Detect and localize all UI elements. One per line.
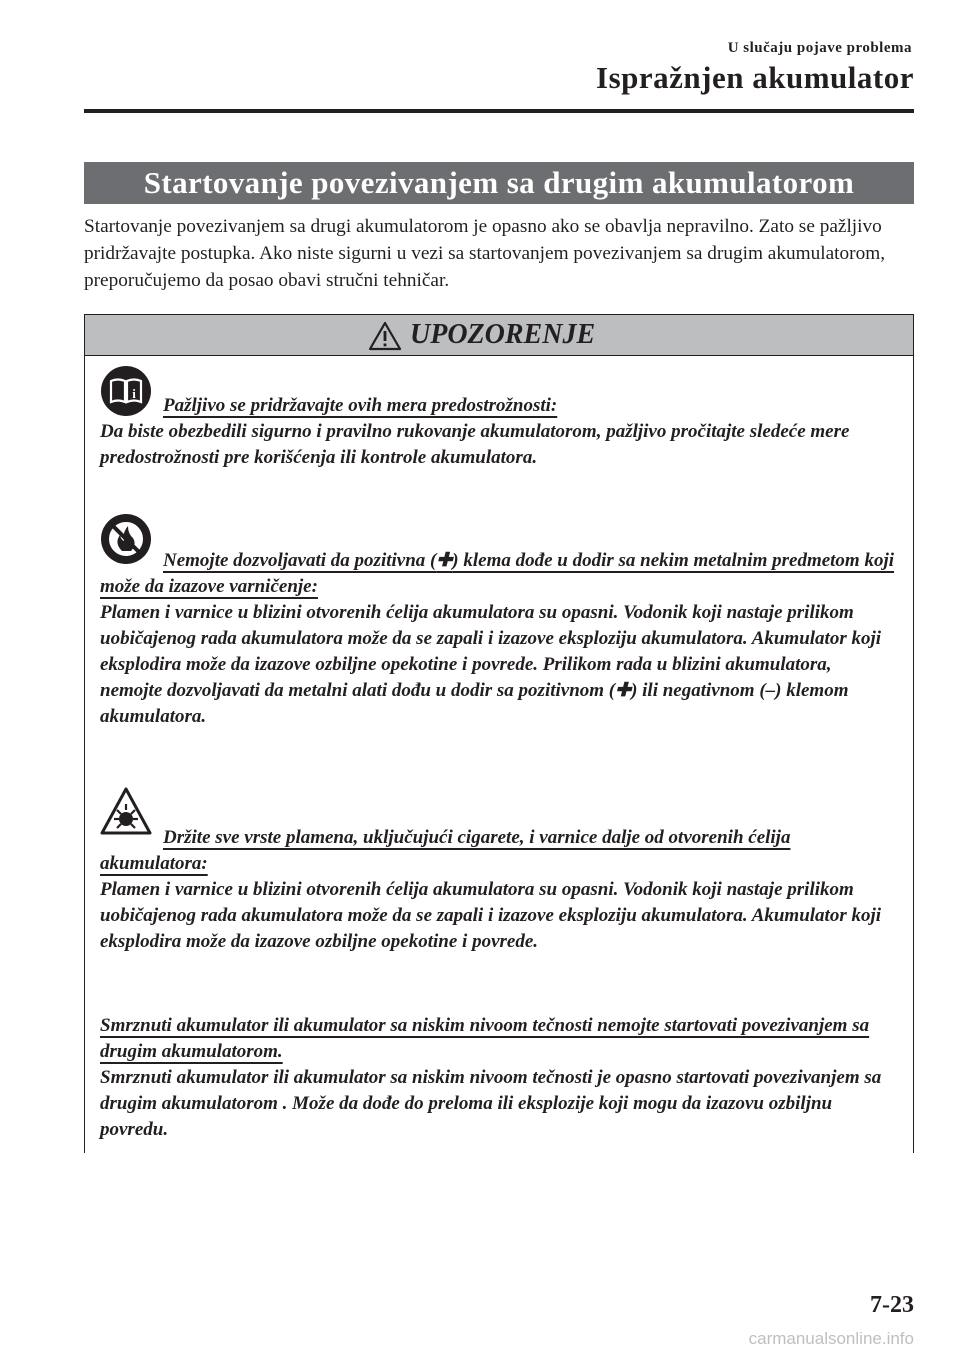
warning-header [85,315,913,356]
minus-sign-icon: – [765,680,776,701]
item-4-text: Smrznuti akumulator ili akumulator sa niskim nivoom tečnosti je opasno startovati povezivanjem sa drugim akumulatorom . Može da dođe do preloma ili eksplozije koji mogu da izazovu ozbiljnu povredu. [100,1067,882,1140]
plus-sign-icon: ✚ [615,680,632,701]
warning-box [84,314,914,1153]
item-3-text: Plamen i varnice u blizini otvorenih ćelija akumulatora su opasni. Vodonik koji nastaje prilikom uobičajenog rada akumulatora može da se zapali i izazove eksploziju akumulatora. Akumulator koji eksplodira može da izazove ozbiljne opekotine i povrede. [100,879,882,952]
warning-item-4 [100,1013,898,1143]
page-section-title: Ispražnjen akumulator [596,60,914,95]
warning-item-3 [100,825,898,955]
section-title-banner: Startovanje povezivanjem sa drugim akumulatorom [84,162,914,204]
item-2-text: Plamen i varnice u blizini otvorenih ćelija akumulatora su opasni. Vodonik koji nastaje prilikom uobičajenog rada akumulatora može da se zapali i izazove eksploziju akumulatora. Akumulator koji eksplodira može da izazove ozbiljne opekotine i povrede. Prilikom rada u blizini akumulatora, nemojte dozvoljavati da metalni alati dođu u dodir sa pozitivnom (✚) ili negativnom (–) klemom akumulatora. [100,602,882,727]
plus-sign-icon: ✚ [436,550,453,571]
item-1-heading: Pažljivo se pridržavajte ovih mera predostrožnosti: [163,395,558,416]
item-3-heading: Držite sve vrste plamena, uključujući cigarete, i varnice dalje od otvorenih ćelija akumulatora: [100,827,791,874]
svg-text:i: i [132,386,136,401]
warning-label: UPOZORENJE [410,319,596,350]
warning-item-1 [100,393,898,471]
chapter-label: U slučaju pojave problema [727,40,912,56]
watermark: carmanualsonline.info [748,1329,914,1348]
intro-paragraph: Startovanje povezivanjem sa drugi akumulatorom je opasno ako se obavlja nepravilno. Zato se pažljivo pridržavajte postupka. Ako niste sigurni u vezi sa startovanjem povezivanjem sa drugim akumulatorom, preporučujemo da posao obavi stručni tehničar. [84,216,886,291]
warning-item-2 [100,548,898,730]
item-4-heading: Smrznuti akumulator ili akumulator sa niskim nivoom tečnosti nemojte startovati povezivanjem sa drugim akumulatorom. [100,1015,870,1062]
item-2-heading: Nemojte dozvoljavati da pozitivna (✚) klema dođe u dodir sa nekim metalnim predmetom koji može da izazove varničenje: [100,550,895,597]
header-divider [84,109,914,113]
page-number: 7-23 [870,1292,914,1318]
warning-triangle-icon [368,321,402,351]
item-1-text: Da biste obezbedili sigurno i pravilno rukovanje akumulatorom, pažljivo pročitajte sledeće mere predostrožnosti pre korišćenja ili kontrole akumulatora. [100,421,850,468]
